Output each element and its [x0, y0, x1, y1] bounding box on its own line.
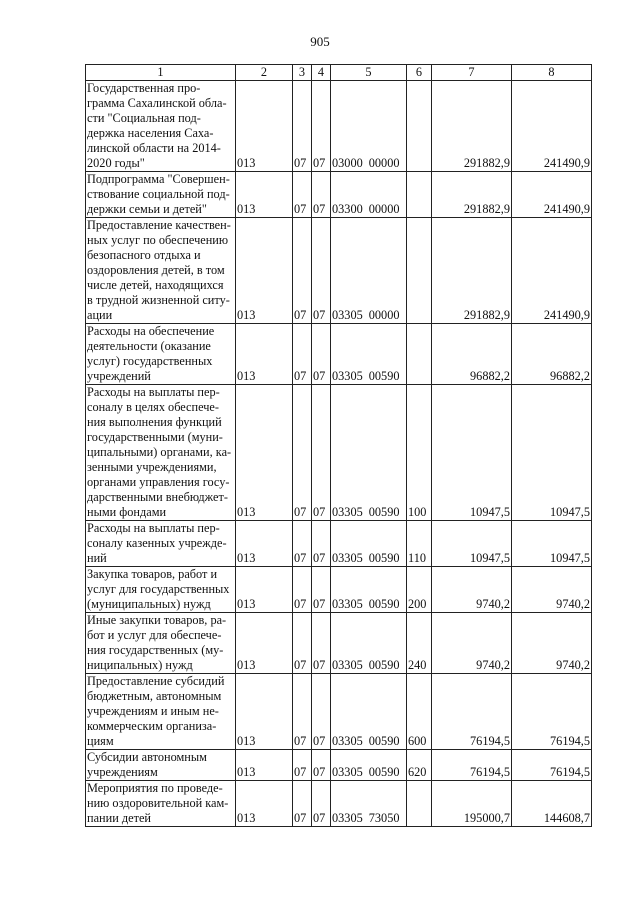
target-article-part: 03305 — [332, 658, 363, 672]
amount-cell: 76194,5 — [432, 750, 512, 781]
header-cell: 4 — [312, 65, 331, 81]
subsection-cell: 07 — [312, 781, 331, 827]
header-cell: 7 — [432, 65, 512, 81]
target-article-part: 00590 — [368, 369, 400, 383]
target-article-part: 00000 — [368, 308, 400, 322]
target-article-cell — [331, 750, 407, 781]
header-cell: 3 — [293, 65, 312, 81]
table-row — [86, 750, 592, 781]
header-cell: 8 — [512, 65, 592, 81]
subsection-cell: 07 — [312, 521, 331, 567]
target-article-part: 00590 — [368, 765, 400, 779]
target-article-cell — [331, 81, 407, 172]
amount-cell: 144608,7 — [512, 781, 592, 827]
expense-type-cell: 100 — [407, 385, 432, 521]
code-cell: 013 — [236, 674, 293, 750]
code-cell: 013 — [236, 172, 293, 218]
section-cell: 07 — [293, 781, 312, 827]
table-row — [86, 521, 592, 567]
target-article-part: 03305 — [332, 308, 363, 322]
amount-cell: 10947,5 — [432, 521, 512, 567]
code-cell: 013 — [236, 324, 293, 385]
row-name-cell: Мероприятия по проведе- нию оздоровительной кам- пании детей — [86, 781, 236, 827]
amount-cell: 9740,2 — [432, 567, 512, 613]
target-article-part: 03305 — [332, 734, 363, 748]
amount-cell: 241490,9 — [512, 172, 592, 218]
subsection-cell: 07 — [312, 172, 331, 218]
code-cell: 013 — [236, 218, 293, 324]
row-name-cell: Предоставление качествен- ных услуг по обеспечению безопасного отдыха и оздоровления детей, в том числе детей, находящихся в трудной жизненной ситу- ации — [86, 218, 236, 324]
amount-cell: 96882,2 — [512, 324, 592, 385]
subsection-cell: 07 — [312, 674, 331, 750]
expense-type-cell: 240 — [407, 613, 432, 674]
row-name-cell: Иные закупки товаров, ра- бот и услуг для обеспече- ния государственных (му- ниципальных) нужд — [86, 613, 236, 674]
expense-type-cell: 620 — [407, 750, 432, 781]
table-row — [86, 218, 592, 324]
row-name-cell: Расходы на выплаты пер- соналу казенных учрежде- ний — [86, 521, 236, 567]
amount-cell: 76194,5 — [512, 750, 592, 781]
amount-cell: 241490,9 — [512, 218, 592, 324]
target-article-part: 00590 — [368, 734, 400, 748]
target-article-part: 03305 — [332, 765, 363, 779]
target-article-part: 00590 — [368, 505, 400, 519]
target-article-cell — [331, 781, 407, 827]
section-cell: 07 — [293, 385, 312, 521]
target-article-cell — [331, 567, 407, 613]
amount-cell: 76194,5 — [512, 674, 592, 750]
row-name-cell: Субсидии автономным учреждениям — [86, 750, 236, 781]
section-cell: 07 — [293, 750, 312, 781]
expense-type-cell — [407, 324, 432, 385]
page-number: 905 — [310, 34, 330, 49]
target-article-part: 00590 — [368, 597, 400, 611]
row-name-cell: Расходы на выплаты пер- соналу в целях обеспече- ния выполнения функций государственными (муни- ципальными) органами, ка- зенными учреждениями, органами управления госу- дарственными внебюджет- ными фондами — [86, 385, 236, 521]
subsection-cell: 07 — [312, 218, 331, 324]
expense-type-cell: 110 — [407, 521, 432, 567]
target-article-part: 00000 — [368, 156, 400, 170]
table-row — [86, 781, 592, 827]
target-article-part: 03305 — [332, 811, 363, 825]
table-row — [86, 613, 592, 674]
table-row — [86, 324, 592, 385]
header-cell: 5 — [331, 65, 407, 81]
code-cell: 013 — [236, 781, 293, 827]
target-article-cell — [331, 172, 407, 218]
target-article-cell — [331, 674, 407, 750]
target-article-part: 03300 — [332, 202, 363, 216]
amount-cell: 10947,5 — [512, 521, 592, 567]
amount-cell: 9740,2 — [432, 613, 512, 674]
amount-cell: 291882,9 — [432, 172, 512, 218]
table-row — [86, 172, 592, 218]
amount-cell: 291882,9 — [432, 218, 512, 324]
subsection-cell: 07 — [312, 567, 331, 613]
code-cell: 013 — [236, 81, 293, 172]
table-row — [86, 674, 592, 750]
target-article-part: 03305 — [332, 505, 363, 519]
section-cell: 07 — [293, 674, 312, 750]
section-cell: 07 — [293, 81, 312, 172]
section-cell: 07 — [293, 567, 312, 613]
row-name-cell: Предоставление субсидий бюджетным, автономным учреждениям и иным не- коммерческим организа- циям — [86, 674, 236, 750]
section-cell: 07 — [293, 218, 312, 324]
table-row — [86, 385, 592, 521]
expense-type-cell — [407, 781, 432, 827]
code-cell: 013 — [236, 567, 293, 613]
row-name-cell: Расходы на обеспечение деятельности (оказание услуг) государственных учреждений — [86, 324, 236, 385]
table-row — [86, 81, 592, 172]
expense-type-cell — [407, 172, 432, 218]
table-row — [86, 567, 592, 613]
row-name-cell: Закупка товаров, работ и услуг для государственных (муниципальных) нужд — [86, 567, 236, 613]
subsection-cell: 07 — [312, 81, 331, 172]
subsection-cell: 07 — [312, 324, 331, 385]
expense-type-cell — [407, 81, 432, 172]
target-article-cell — [331, 385, 407, 521]
row-name-cell: Государственная про- грамма Сахалинской обла- сти "Социальная под- держка населения Саха- линской области на 2014- 2020 годы" — [86, 81, 236, 172]
expense-type-cell: 200 — [407, 567, 432, 613]
amount-cell: 195000,7 — [432, 781, 512, 827]
code-cell: 013 — [236, 750, 293, 781]
table-body — [86, 81, 592, 827]
target-article-part: 00590 — [368, 658, 400, 672]
amount-cell: 10947,5 — [512, 385, 592, 521]
target-article-part: 03000 — [332, 156, 363, 170]
expense-type-cell — [407, 218, 432, 324]
section-cell: 07 — [293, 324, 312, 385]
amount-cell: 9740,2 — [512, 567, 592, 613]
target-article-part: 03305 — [332, 369, 363, 383]
budget-table — [85, 64, 592, 827]
target-article-part: 03305 — [332, 551, 363, 565]
target-article-cell — [331, 324, 407, 385]
amount-cell: 241490,9 — [512, 81, 592, 172]
target-article-part: 00590 — [368, 551, 400, 565]
code-cell: 013 — [236, 613, 293, 674]
row-name-cell: Подпрограмма "Совершен- ствование социальной под- держки семьи и детей" — [86, 172, 236, 218]
target-article-part: 03305 — [332, 597, 363, 611]
target-article-part: 73050 — [368, 811, 400, 825]
code-cell: 013 — [236, 385, 293, 521]
section-cell: 07 — [293, 613, 312, 674]
target-article-cell — [331, 613, 407, 674]
header-cell: 2 — [236, 65, 293, 81]
target-article-cell — [331, 218, 407, 324]
amount-cell: 291882,9 — [432, 81, 512, 172]
target-article-cell — [331, 521, 407, 567]
section-cell: 07 — [293, 521, 312, 567]
section-cell: 07 — [293, 172, 312, 218]
expense-type-cell: 600 — [407, 674, 432, 750]
subsection-cell: 07 — [312, 750, 331, 781]
amount-cell: 76194,5 — [432, 674, 512, 750]
header-cell: 6 — [407, 65, 432, 81]
amount-cell: 96882,2 — [432, 324, 512, 385]
target-article-part: 00000 — [368, 202, 400, 216]
amount-cell: 10947,5 — [432, 385, 512, 521]
subsection-cell: 07 — [312, 613, 331, 674]
code-cell: 013 — [236, 521, 293, 567]
subsection-cell: 07 — [312, 385, 331, 521]
header-cell: 1 — [86, 65, 236, 81]
amount-cell: 9740,2 — [512, 613, 592, 674]
header-row — [86, 65, 592, 81]
